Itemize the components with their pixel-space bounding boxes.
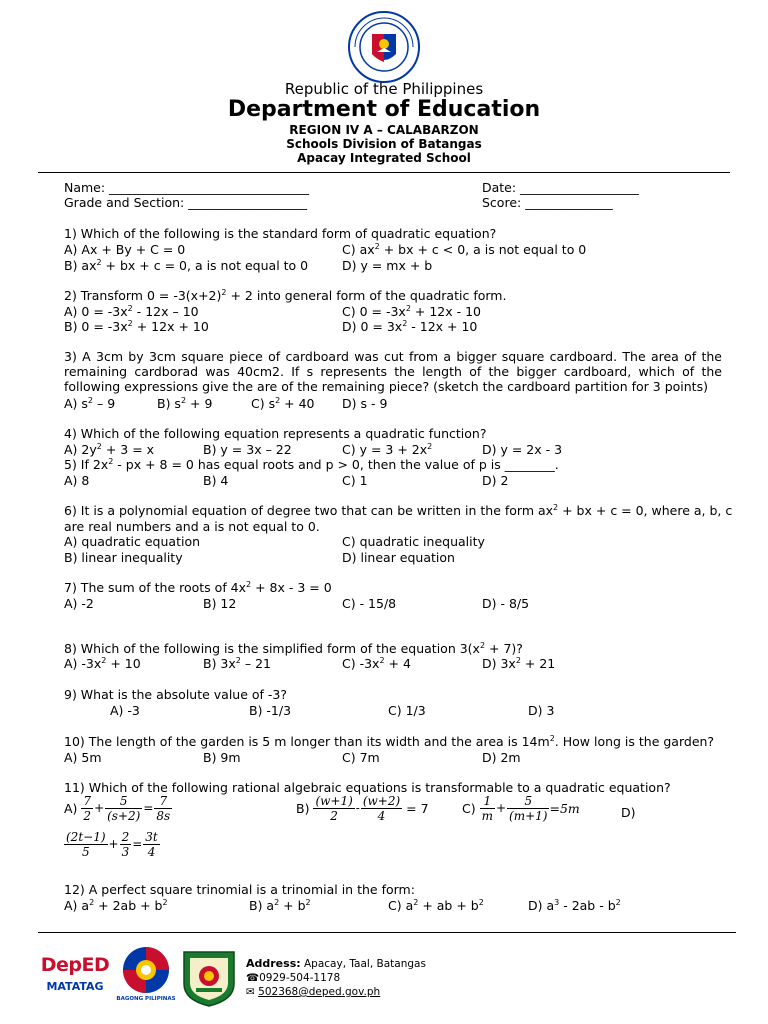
q3-option-d[interactable]: D) s - 9 [342, 396, 388, 411]
deped-wordmark: DepED [40, 954, 110, 976]
q6-option-d[interactable]: D) linear equation [342, 550, 455, 565]
q11d-fraction-1: $\frac{(2t-1)}{5}$ [66, 830, 106, 859]
q12-option-c[interactable]: C) $a^2$ + ab + $b^2$ [388, 898, 484, 913]
q5-option-a[interactable]: A) 8 [64, 473, 90, 488]
name-field[interactable]: Name: ________________________________ [64, 180, 310, 195]
q2-option-c[interactable]: C) $0 = -3x^2 + 12x - 10$ [342, 304, 481, 319]
score-field[interactable]: Score: ______________ [482, 195, 613, 210]
q3-option-a[interactable]: A) $s^2 - 9$ [64, 396, 116, 411]
q4-stem: 4) Which of the following equation represents a quadratic function? [64, 426, 487, 441]
q4-option-b[interactable]: B) y = 3x – 22 [203, 442, 292, 457]
q1-option-c[interactable]: C) $ax^2$ + bx + c < 0, a is not equal to 0 [342, 242, 587, 257]
q1-stem: 1) Which of the following is the standard form of quadratic equation? [64, 226, 497, 241]
q8-option-b[interactable]: B) $3x^2 - 21$ [203, 656, 271, 671]
q7-stem: 7) The sum of the roots of $4x^2 + 8x - 3 = 0$ [64, 580, 332, 595]
q11-option-a[interactable]: A) $\frac{7}{2}$ + $\frac{5}{(s+2)}$ = $\frac{7}{8s}$ [64, 794, 171, 823]
q1-option-a[interactable]: A) Ax + By + C = 0 [64, 242, 186, 257]
q11d-fraction-3: $\frac{3t}{4}$ [145, 830, 158, 859]
email-icon: ✉ [246, 986, 255, 998]
q1-option-b[interactable]: B) $ax^2$ + bx + c = 0, a is not equal to 0 [64, 258, 309, 273]
header-divider [38, 172, 730, 173]
footer-divider [38, 932, 736, 933]
q6-stem-line2: are real numbers and a is not equal to 0. [64, 519, 320, 534]
q2-option-d[interactable]: D) $0 = 3x^2 - 12x + 10$ [342, 319, 478, 334]
q8-option-c[interactable]: C) $-3x^2 + 4$ [342, 656, 411, 671]
school-line: Apacay Integrated School [297, 151, 471, 165]
q12-stem: 12) A perfect square trinomial is a trinomial in the form: [64, 882, 415, 897]
q3-stem: 3) A 3cm by 3cm square piece of cardboard was cut from a bigger square cardboard. The area of the remaining cardborad was 40cm2. If s represents the length of the bigger cardboard, which of the following expressions give the are of the remaining piece? (sketch the cardboard partition for 3 points) [64, 349, 722, 394]
phone-icon: ☎ [246, 972, 260, 984]
q6-option-b[interactable]: B) linear inequality [64, 550, 183, 565]
department-title: Department of Education [227, 97, 541, 122]
q11-option-c[interactable]: C) $\frac{1}{m}$ + $\frac{5}{(m+1)}$ =5m [462, 794, 580, 823]
email-line[interactable]: ✉ 502368@deped.gov.ph [246, 986, 381, 998]
q10-option-c[interactable]: C) 7m [342, 750, 380, 765]
q12-option-a[interactable]: A) $a^2 + 2ab + b^2$ [64, 898, 168, 913]
q2-option-a[interactable]: A) $0 = -3x^2 - 12x - 10$ [64, 304, 199, 319]
q3-option-b[interactable]: B) $s^2 + 9$ [157, 396, 213, 411]
q7-option-b[interactable]: B) 12 [203, 596, 237, 611]
q10-option-d[interactable]: D) 2m [482, 750, 521, 765]
q11-option-d-label[interactable]: D) [621, 805, 636, 820]
q6-option-a[interactable]: A) quadratic equation [64, 534, 201, 549]
q5-option-d[interactable]: D) 2 [482, 473, 509, 488]
q4-option-a[interactable]: A) $2y^2 + 3 = x$ [64, 442, 155, 457]
division-line: Schools Division of Batangas [286, 137, 482, 151]
country-name: Republic of the Philippines [284, 80, 484, 98]
q2-stem: 2) Transform $0 = -3(x+2)^2 + 2$ into general form of the quadratic form. [64, 288, 507, 303]
q6-stem: 6) It is a polynomial equation of degree two that can be written in the form $ax^2$ + bx + c = 0, where a, b, c [64, 503, 733, 518]
q11-option-d[interactable]: $\frac{(2t-1)}{5}$ + $\frac{2}{3}$ = $\frac{3t}{4}$ [66, 830, 158, 859]
bagong-pilipinas-text: BAGONG PILIPINAS [116, 996, 176, 1002]
q11c-fraction-1: $\frac{1}{m}$ [481, 794, 493, 823]
q2-option-b[interactable]: B) $0 = -3x^2 + 12x + 10$ [64, 319, 209, 334]
q7-option-a[interactable]: A) -2 [64, 596, 94, 611]
q12-option-b[interactable]: B) $a^2 + b^2$ [249, 898, 311, 913]
q11c-fraction-2: $\frac{5}{(m+1)}$ [509, 794, 548, 823]
q4-option-c[interactable]: C) $y = 3 + 2x^2$ [342, 442, 433, 457]
q6-option-c[interactable]: C) quadratic inequality [342, 534, 485, 549]
q11-stem: 11) Which of the following rational algebraic equations is transformable to a quadratic equation? [64, 780, 671, 795]
date-field[interactable]: Date: ___________________ [482, 180, 639, 195]
deped-seal [347, 10, 421, 84]
q11d-fraction-2: $\frac{2}{3}$ [121, 830, 130, 859]
region-line: REGION IV A – CALABARZON [289, 123, 479, 137]
q11b-fraction-1: $\frac{(w+1)}{2}$ [315, 794, 353, 823]
q5-stem: 5) If $2x^2$ - px + 8 = 0 has equal roots and p > 0, then the value of p is ________. [64, 457, 559, 472]
q11a-fraction-1: $\frac{7}{2}$ [83, 794, 92, 823]
q10-stem: 10) The length of the garden is 5 m longer than its width and the area is $14m^2$. How long is the garden? [64, 734, 715, 749]
q9-option-b[interactable]: B) -1/3 [249, 703, 292, 718]
q4-option-d[interactable]: D) y = 2x - 3 [482, 442, 563, 457]
q8-option-d[interactable]: D) $3x^2 + 21$ [482, 656, 556, 671]
q7-option-c[interactable]: C) - 15/8 [342, 596, 397, 611]
q7-option-d[interactable]: D) - 8/5 [482, 596, 530, 611]
q11b-fraction-2: $\frac{(w+2)}{4}$ [362, 794, 401, 823]
q9-option-d[interactable]: D) 3 [528, 703, 555, 718]
q10-option-b[interactable]: B) 9m [203, 750, 241, 765]
school-seal [180, 948, 238, 1008]
q11a-fraction-2: $\frac{5}{(s+2)}$ [107, 794, 141, 823]
bagong-pilipinas-logo [116, 945, 176, 1007]
q5-option-b[interactable]: B) 4 [203, 473, 229, 488]
grade-section-field[interactable]: Grade and Section: ___________________ [64, 195, 307, 210]
address-line: Address: Apacay, Taal, Batangas [246, 957, 426, 970]
q9-stem: 9) What is the absolute value of -3? [64, 687, 288, 702]
q1-option-d[interactable]: D) y = mx + b [342, 258, 433, 273]
q11a-fraction-3: $\frac{7}{8s}$ [156, 794, 171, 823]
q9-option-a[interactable]: A) -3 [110, 703, 140, 718]
q12-option-d[interactable]: D) $a^3 - 2ab - b^2$ [528, 898, 621, 913]
q10-option-a[interactable]: A) 5m [64, 750, 102, 765]
phone-line: ☎0929-504-1178 [246, 972, 341, 984]
q8-stem: 8) Which of the following is the simplified form of the equation $3(x^2 + 7)$? [64, 641, 523, 656]
q5-option-c[interactable]: C) 1 [342, 473, 368, 488]
q9-option-c[interactable]: C) 1/3 [388, 703, 426, 718]
q8-option-a[interactable]: A) $-3x^2 + 10$ [64, 656, 141, 671]
bagong-pilipinas-emblem [120, 945, 172, 995]
contact-block [246, 957, 426, 999]
q3-option-c[interactable]: C) $s^2 + 40$ [251, 396, 315, 411]
matatag-wordmark: MATATAG [46, 980, 104, 993]
deped-matatag-logo [40, 946, 110, 1004]
q11-option-b[interactable]: B) $\frac{(w+1)}{2}$ - $\frac{(w+2)}{4}$ = 7 [296, 794, 429, 823]
